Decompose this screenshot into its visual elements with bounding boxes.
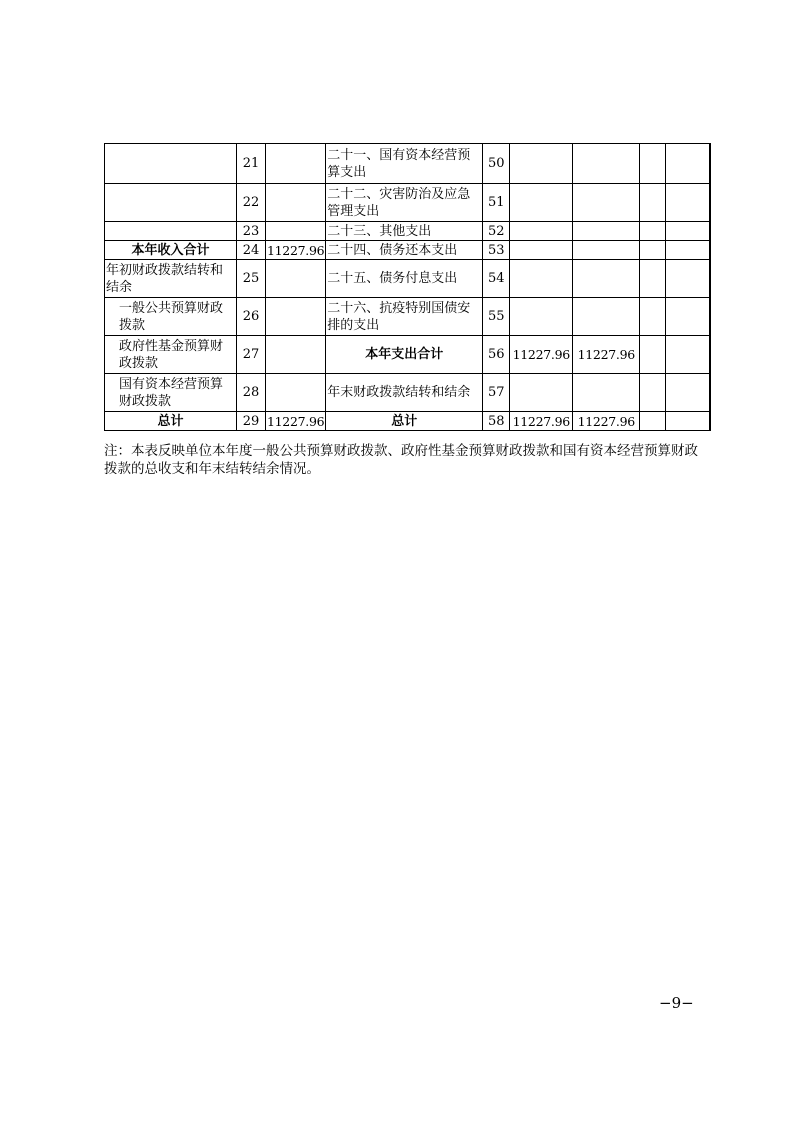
expense-general-cell: 11227.96 [573,336,640,374]
expense-fund-cell [640,184,666,222]
expense-total-cell [510,374,573,412]
income-item-cell: 一般公共预算财政拨款 [105,298,237,336]
expense-item-cell: 二十一、国有资本经营预算支出 [326,144,483,184]
expense-fund-cell [640,241,666,260]
table-row [105,374,710,412]
expense-general-cell [573,184,640,222]
income-amount-cell [266,222,326,241]
expense-item-cell: 二十二、灾害防治及应急管理支出 [326,184,483,222]
income-amount-cell [266,144,326,184]
expense-fund-cell [640,412,666,431]
expense-total-cell [510,222,573,241]
income-item-cell: 国有资本经营预算财政拨款 [105,374,237,412]
expense-state-capital-cell [666,298,710,336]
expense-row-number: 55 [483,298,510,336]
income-item-cell: 年初财政拨款结转和结余 [105,260,237,298]
expense-row-number: 52 [483,222,510,241]
income-item-cell [105,144,237,184]
expense-total-cell [510,241,573,260]
expense-item-cell: 二十六、抗疫特别国债安排的支出 [326,298,483,336]
expense-total-cell [510,260,573,298]
income-row-number: 26 [237,298,266,336]
expense-general-cell [573,374,640,412]
expense-state-capital-cell [666,241,710,260]
expense-state-capital-cell [666,222,710,241]
table-footnote: 注：本表反映单位本年度一般公共预算财政拨款、政府性基金预算财政拨款和国有资本经营预算财政拨款的总收支和年末结转结余情况。 [104,443,698,477]
expense-fund-cell [640,336,666,374]
expense-row-number: 57 [483,374,510,412]
income-amount-cell [266,374,326,412]
income-grand-total-label: 总计 [105,412,237,431]
table-row [105,298,710,336]
expense-grand-total-label: 总计 [326,412,483,431]
table-row [105,184,710,222]
table-row [105,241,710,260]
expense-state-capital-cell [666,336,710,374]
expense-total-cell [510,298,573,336]
fiscal-appropriation-table [104,143,711,431]
income-row-number: 24 [237,241,266,260]
expense-item-cell: 二十四、债务还本支出 [326,241,483,260]
income-row-number: 21 [237,144,266,184]
expense-row-number: 54 [483,260,510,298]
expense-row-number: 50 [483,144,510,184]
page-number: −9− [659,994,694,1012]
expense-total-cell: 11227.96 [510,336,573,374]
income-amount-cell: 11227.96 [267,242,325,258]
expense-general-cell: 11227.96 [573,412,640,431]
income-item-cell [105,184,237,222]
expense-state-capital-cell [666,184,710,222]
expense-row-number: 53 [483,241,510,260]
expense-total-cell: 11227.96 [510,412,573,431]
table-row [105,222,710,241]
expense-state-capital-cell [666,144,710,184]
expense-general-cell [573,298,640,336]
income-row-number: 29 [237,412,266,431]
expense-row-number: 58 [483,412,510,431]
income-row-number: 25 [237,260,266,298]
expense-total-cell [510,144,573,184]
expense-state-capital-cell [666,260,710,298]
expense-fund-cell [640,374,666,412]
expense-item-cell: 二十三、其他支出 [326,222,483,241]
income-item-cell: 政府性基金预算财政拨款 [105,336,237,374]
expense-general-cell [573,241,640,260]
income-row-number: 28 [237,374,266,412]
expense-row-number: 56 [483,336,510,374]
expense-fund-cell [640,260,666,298]
table-row [105,336,710,374]
income-item-cell [105,222,237,241]
expense-state-capital-cell [666,412,710,431]
expense-state-capital-cell [666,374,710,412]
expense-item-cell: 二十五、债务付息支出 [326,260,483,298]
expense-fund-cell [640,144,666,184]
income-amount-cell [266,298,326,336]
table-row [105,260,710,298]
income-amount-cell [266,260,326,298]
expense-item-cell: 年末财政拨款结转和结余 [326,374,483,412]
expense-total-cell [510,184,573,222]
expense-fund-cell [640,298,666,336]
income-subtotal-label: 本年收入合计 [105,241,237,260]
table-row [105,412,710,431]
income-row-number: 22 [237,184,266,222]
table-row [105,144,710,184]
expense-fund-cell [640,222,666,241]
income-amount-cell [266,184,326,222]
expense-row-number: 51 [483,184,510,222]
income-amount-cell [266,336,326,374]
income-row-number: 27 [237,336,266,374]
expense-general-cell [573,222,640,241]
income-amount-cell: 11227.96 [267,413,325,429]
expense-general-cell [573,144,640,184]
income-row-number: 23 [237,222,266,241]
expense-subtotal-label: 本年支出合计 [326,336,483,374]
expense-general-cell [573,260,640,298]
